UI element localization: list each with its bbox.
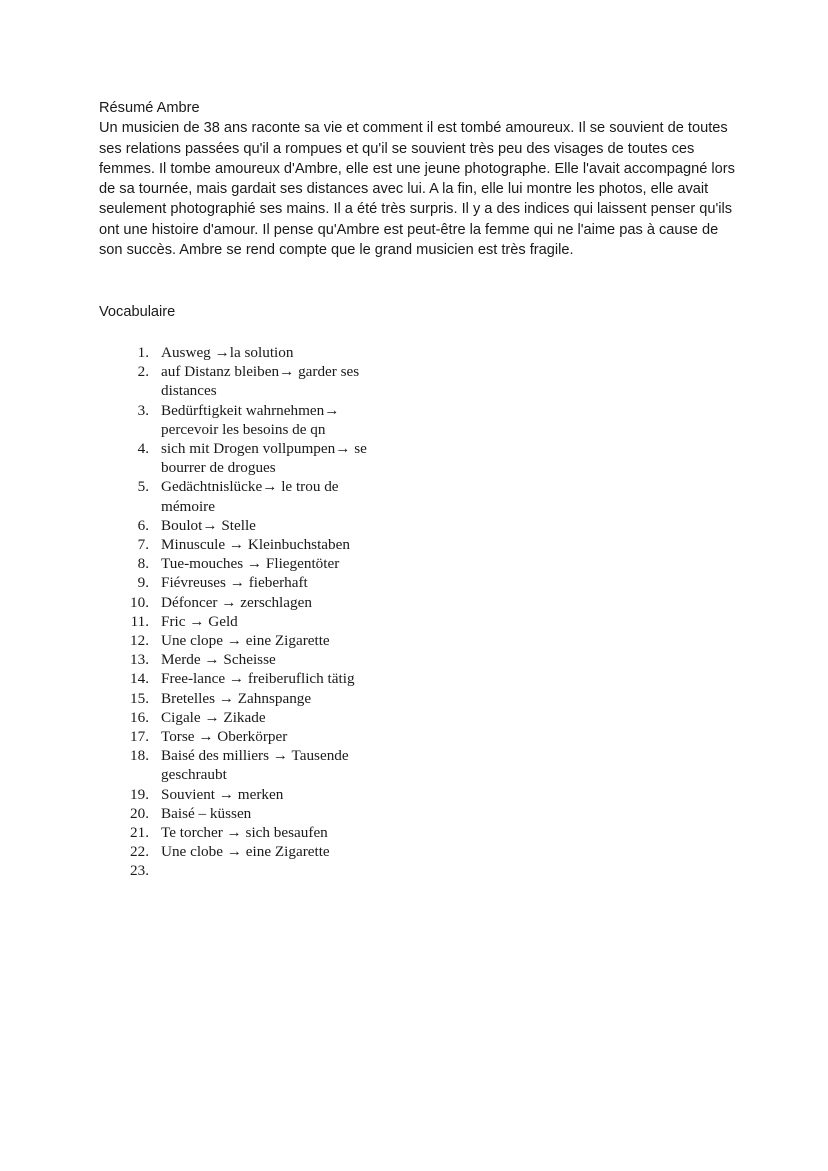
summary-title: Résumé Ambre (99, 100, 200, 116)
vocabulary-item-number: 7. (137, 536, 149, 554)
vocabulary-item (118, 650, 418, 669)
vocabulary-item (118, 861, 418, 880)
vocabulary-item-text: Bretelles → Zahnspange (161, 689, 312, 707)
vocabulary-item (118, 362, 418, 400)
vocabulary-item-number: 2. (137, 363, 149, 381)
vocabulary-item-text: Une clobe → eine Zigarette (161, 843, 330, 861)
vocabulary-item (118, 631, 418, 650)
vocabulary-item-text: Minuscule → Kleinbuchstaben (161, 536, 350, 554)
vocabulary-item-number: 4. (137, 440, 149, 458)
vocabulary-item (118, 477, 418, 515)
vocabulary-item-text: Baisé – küssen (161, 804, 252, 822)
vocabulary-item (118, 516, 418, 535)
vocabulary-item (118, 439, 418, 477)
vocabulary-item-number: 18. (130, 747, 149, 765)
vocabulary-item-text: Fric → Geld (161, 612, 238, 630)
vocabulary-item (118, 669, 418, 688)
vocabulary-item (118, 535, 418, 554)
vocabulary-item-text: Défoncer → zerschlagen (161, 593, 312, 611)
vocabulary-item-number: 5. (137, 478, 149, 496)
vocabulary-item-number: 16. (130, 708, 149, 726)
vocabulary-item (118, 612, 418, 631)
vocabulary-item (118, 804, 418, 823)
vocabulary-item (118, 689, 418, 708)
vocabulary-item-text: Free-lance → freiberuflich tätig (161, 670, 355, 688)
vocabulary-item-number: 17. (130, 728, 149, 746)
vocabulary-item (118, 554, 418, 573)
vocabulary-item-number: 15. (130, 689, 149, 707)
vocabulary-item-number: 21. (130, 824, 149, 842)
vocabulary-item-number: 3. (137, 401, 149, 419)
vocabulary-item (118, 842, 418, 861)
vocabulary-item-text: Te torcher → sich besaufen (161, 824, 328, 842)
vocabulary-item-text: auf Distanz bleiben→ garder ses distances (161, 363, 360, 400)
vocabulary-item-number: 20. (130, 804, 149, 822)
vocabulary-item-number: 13. (130, 651, 149, 669)
vocabulary-item (118, 746, 418, 784)
vocabulary-item-number: 22. (130, 843, 149, 861)
vocabulary-item (118, 785, 418, 804)
vocabulary-item-text: Merde → Scheisse (161, 651, 276, 669)
vocabulary-item-text: Bedürftigkeit wahrnehmen→ percevoir les besoins de qn (161, 401, 340, 438)
vocabulary-item-number: 6. (137, 516, 149, 534)
vocabulary-item-number: 23. (130, 862, 149, 880)
vocabulary-item (118, 573, 418, 592)
vocabulary-item-text: Tue-mouches → Fliegentöter (161, 555, 340, 573)
vocabulary-item-text: Baisé des milliers → Tausende geschraubt (161, 747, 349, 784)
vocabulary-item-number: 19. (130, 785, 149, 803)
vocabulary-list (118, 343, 418, 881)
vocabulary-item-text: Torse → Oberkörper (161, 728, 288, 746)
vocabulary-item-number: 11. (130, 612, 149, 630)
vocabulary-item-text: Ausweg →la solution (161, 344, 294, 361)
vocabulary-item (118, 823, 418, 842)
vocabulary-item-number: 10. (130, 593, 149, 611)
vocabulary-item-text: Une clope → eine Zigarette (161, 632, 330, 650)
vocabulary-item-number: 1. (137, 344, 149, 361)
vocabulary-item-text: Souvient → merken (161, 785, 284, 803)
vocabulary-item-text: Gedächtnislücke→ le trou de mémoire (161, 478, 339, 515)
vocabulary-item (118, 343, 418, 362)
vocabulary-item-text: Fiévreuses → fieberhaft (161, 574, 308, 592)
vocabulary-item (118, 593, 418, 612)
vocabulary-item (118, 401, 418, 439)
vocabulary-item-number: 9. (137, 574, 149, 592)
vocabulary-item (118, 708, 418, 727)
vocabulary-item-text: Cigale → Zikade (161, 708, 266, 726)
summary-text: Un musicien de 38 ans raconte sa vie et comment il est tombé amoureux. Il se souvient de toutes ses relations passées qu'il a rompues et qu'il se souvient très peu des visages de toutes ces femmes. Il tombe amoureux d'Ambre, elle est une jeune photographe. Elle l'avait accompagné lors de sa tournée, mais gardait ses distances avec lui. A la fin, elle lui montre les photos, elle avait seulement photographié ses mains. Il a été très surpris. Il y a des indices qui laissent penser qu'ils ont une histoire d'amour. Il pense qu'Ambre est peut-être la femme qui ne l'aime pas à cause de son succès. Ambre se rend compte que le grand musicien est très fragile. (99, 120, 735, 259)
vocabulary-item (118, 727, 418, 746)
vocabulary-item-number: 14. (130, 670, 149, 688)
vocabulary-item-number: 12. (130, 632, 149, 650)
summary-section (99, 98, 739, 260)
vocabulary-item-number: 8. (137, 555, 149, 573)
vocabulary-item-text: Boulot→ Stelle (161, 516, 256, 534)
vocabulary-title: Vocabulaire (99, 304, 176, 320)
vocabulary-item-text: sich mit Drogen vollpumpen→ se bourrer de drogues (161, 440, 367, 477)
